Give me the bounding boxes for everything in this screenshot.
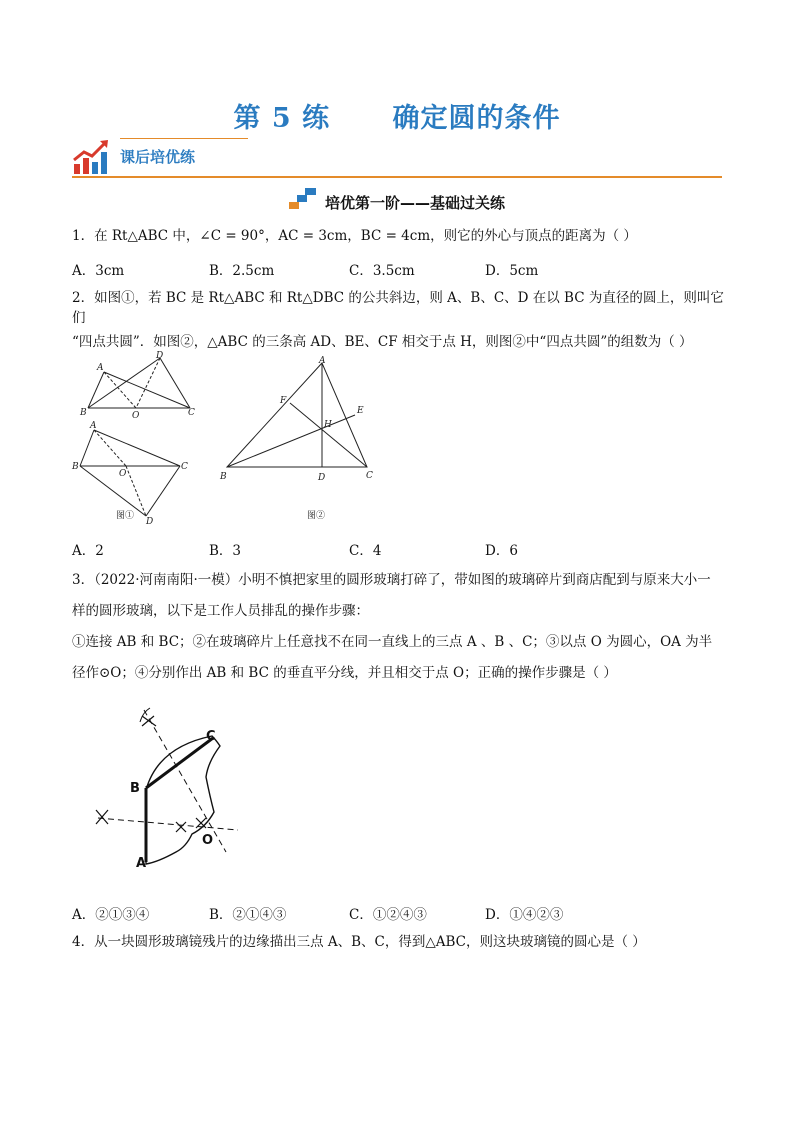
figure-3-glass-shard — [88, 702, 258, 872]
option-c: C．①②④③ — [349, 907, 427, 923]
stage-title — [0, 186, 794, 213]
figure-2-caption: 图② — [307, 511, 326, 521]
option-d: D．①④②③ — [485, 907, 564, 923]
figure-2 — [215, 355, 385, 525]
page-title: 第 5 练 确定圆的条件 — [233, 103, 561, 134]
option-a: A．②①③④ — [72, 907, 150, 923]
header-top-line — [120, 138, 248, 139]
label-f: F — [280, 396, 287, 406]
option-b: B．②①④③ — [209, 907, 287, 923]
label-e: E — [357, 406, 364, 416]
question-3-line-3: ①连接 AB 和 BC；②在玻璃碎片上任意找不在同一直线上的三点 A 、B 、C；③以点 O 为圆心，OA 为半 — [72, 634, 713, 650]
label-a: A — [319, 356, 326, 366]
option-a: A．3cm — [72, 263, 125, 279]
option-b: B．2.5cm — [209, 263, 275, 279]
figure-1 — [70, 348, 210, 528]
label-o: O — [119, 469, 127, 479]
label-d: D — [156, 351, 164, 361]
option-c: C．4 — [349, 543, 382, 559]
stairs-icon — [289, 186, 317, 210]
label-c: C — [188, 408, 195, 418]
question-3-line-1: 3．（2022·河南南阳·一模）小明不慎把家里的圆形玻璃打碎了，带如图的玻璃碎片到商店配到与原来大小一 — [72, 572, 711, 588]
label-b: B — [130, 781, 140, 796]
label-c: C — [206, 729, 216, 744]
option-d: D．5cm — [485, 263, 539, 279]
question-number: 1． — [72, 228, 95, 244]
question-number: 3． — [72, 572, 95, 588]
option-a: A．2 — [72, 543, 104, 559]
question-text: 在 Rt△ABC 中，∠C = 90°，AC = 3cm，BC = 4cm，则它的外心与顶点的距离为（ ） — [94, 228, 637, 244]
question-text: 从一块圆形玻璃镜残片的边缘描出三点 A、B、C，得到△ABC，则这块玻璃镜的圆心是（ ） — [94, 934, 646, 950]
label-a: A — [90, 421, 97, 431]
stage-title-text: 培优第一阶——基础过关练 — [324, 194, 505, 212]
label-d: D — [318, 473, 326, 483]
growth-chart-icon — [72, 138, 112, 178]
label-a: A — [136, 856, 147, 871]
label-c: C — [366, 471, 373, 481]
question-2 — [72, 288, 732, 352]
question-number: 4． — [72, 934, 95, 950]
label-c: C — [181, 462, 188, 472]
question-3-line-4: 径作⊙O；④分别作出 AB 和 BC 的垂直平分线，并且相交于点 O；正确的操作步骤是（ ） — [72, 665, 617, 681]
question-3-line-2: 样的圆形玻璃，以下是工作人员排乱的操作步骤： — [72, 603, 369, 619]
question-3 — [72, 570, 732, 683]
label-b: B — [220, 472, 227, 482]
label-d: D — [146, 517, 154, 527]
label-a: A — [97, 363, 104, 373]
section-label: 课后培优练 — [120, 148, 196, 166]
question-number: 2． — [72, 290, 95, 306]
question-4 — [72, 932, 732, 952]
section-header — [72, 136, 722, 180]
label-b: B — [72, 462, 79, 472]
label-b: B — [80, 408, 87, 418]
figure-1-caption: 图① — [116, 511, 135, 521]
option-d: D．6 — [485, 543, 518, 559]
label-o: O — [132, 411, 140, 421]
question-2-line-2: “四点共圆”．如图②，△ABC 的三条高 AD、BE、CF 相交于点 H，则图②中“四点共圆”的组数为（ ） — [72, 334, 693, 350]
option-b: B．3 — [209, 543, 242, 559]
question-1 — [72, 226, 732, 246]
header-divider — [72, 176, 722, 178]
question-2-line-1: 2．如图①，若 BC 是 Rt△ABC 和 Rt△DBC 的公共斜边，则 A、B、C、D 在以 BC 为直径的圆上，则叫它们 — [72, 290, 724, 326]
option-c: C．3.5cm — [349, 263, 415, 279]
label-o: O — [202, 833, 214, 848]
label-h: H — [324, 420, 332, 430]
